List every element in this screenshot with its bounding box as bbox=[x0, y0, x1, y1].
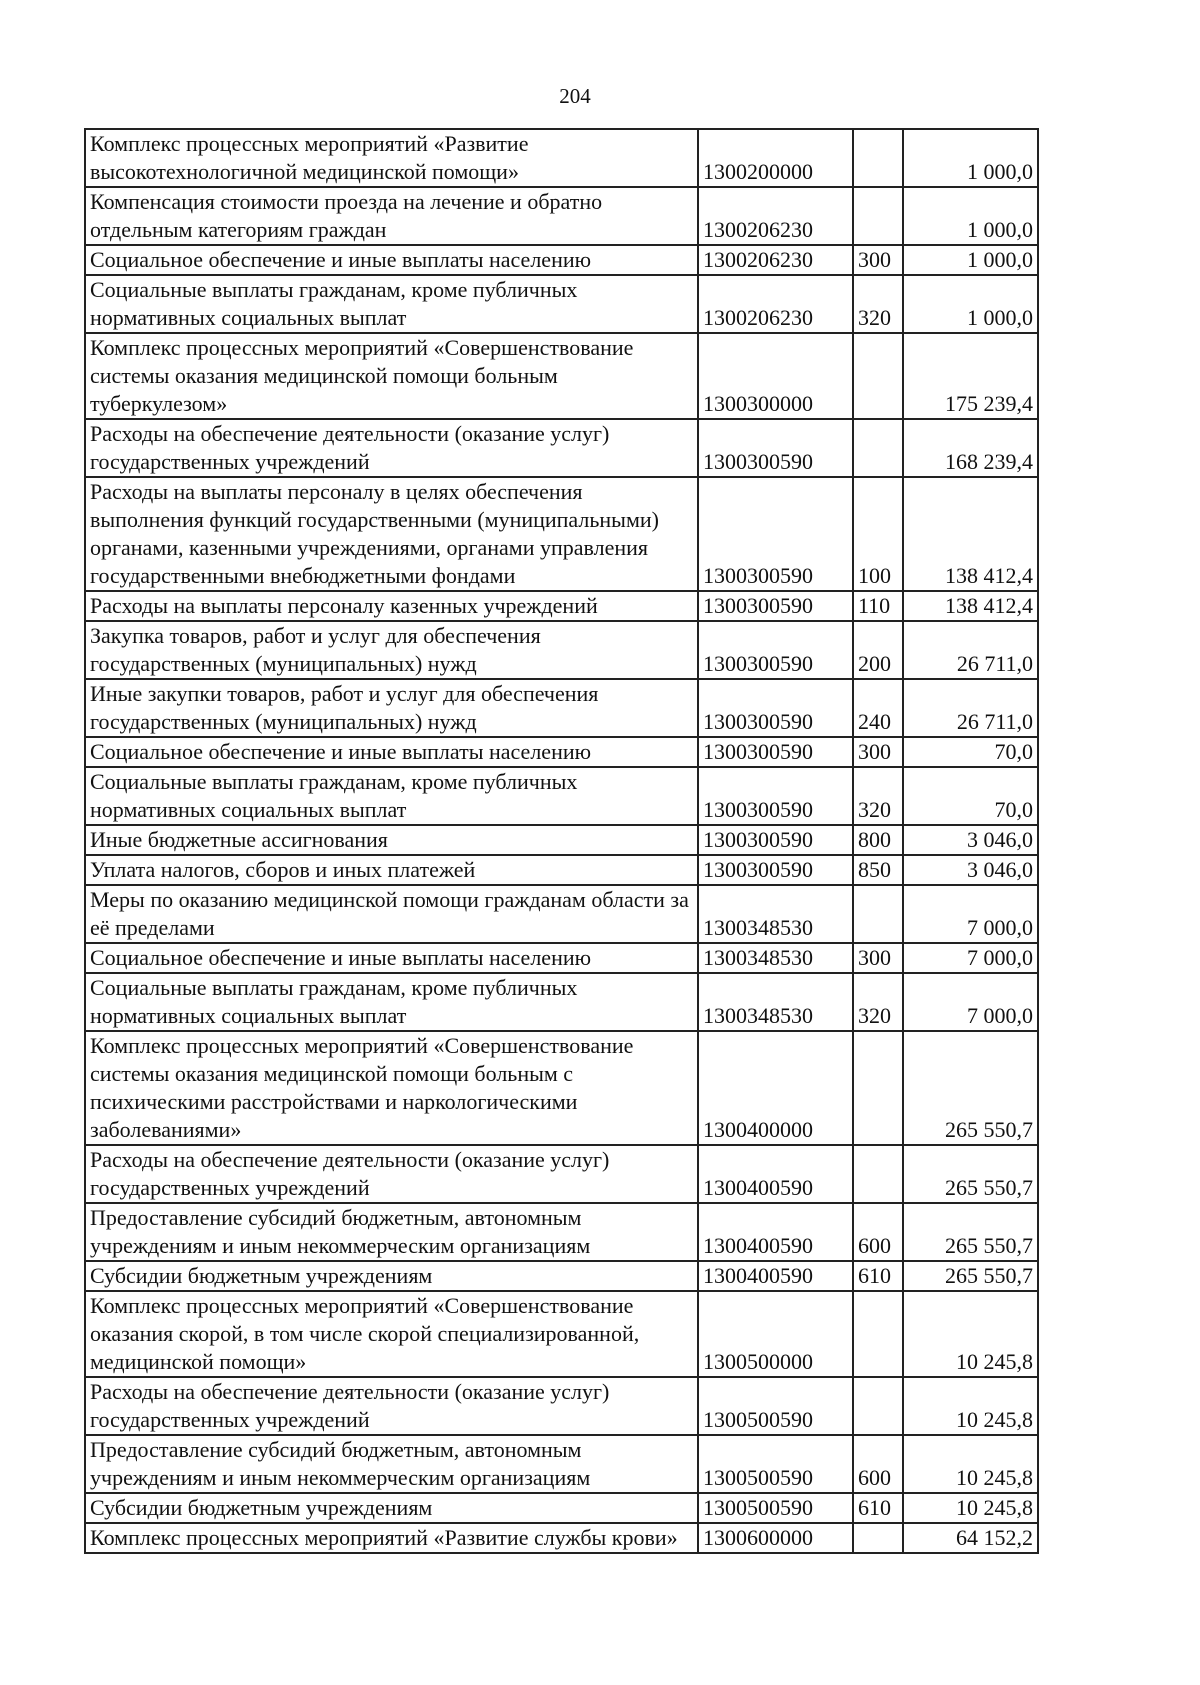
row-sum-cell: 70,0 bbox=[903, 767, 1038, 825]
table-row bbox=[85, 737, 1038, 767]
row-sum-cell: 7 000,0 bbox=[903, 943, 1038, 973]
table-row bbox=[85, 767, 1038, 825]
row-type-cell: 240 bbox=[853, 679, 903, 737]
row-code-cell: 1300200000 bbox=[698, 129, 853, 187]
row-sum-cell: 1 000,0 bbox=[903, 275, 1038, 333]
row-sum-cell: 64 152,2 bbox=[903, 1523, 1038, 1553]
row-code-cell: 1300300590 bbox=[698, 419, 853, 477]
row-name-cell: Социальное обеспечение и иные выплаты населению bbox=[85, 737, 698, 767]
row-code-cell: 1300300590 bbox=[698, 855, 853, 885]
row-type-cell: 600 bbox=[853, 1203, 903, 1261]
row-name-cell: Меры по оказанию медицинской помощи гражданам области за её пределами bbox=[85, 885, 698, 943]
row-name-cell: Расходы на обеспечение деятельности (оказание услуг) государственных учреждений bbox=[85, 419, 698, 477]
row-sum-cell: 265 550,7 bbox=[903, 1261, 1038, 1291]
row-code-cell: 1300206230 bbox=[698, 245, 853, 275]
row-sum-cell: 26 711,0 bbox=[903, 621, 1038, 679]
row-sum-cell: 265 550,7 bbox=[903, 1203, 1038, 1261]
row-type-cell bbox=[853, 1523, 903, 1553]
row-sum-cell: 7 000,0 bbox=[903, 885, 1038, 943]
row-sum-cell: 265 550,7 bbox=[903, 1145, 1038, 1203]
row-type-cell: 100 bbox=[853, 477, 903, 591]
table-row bbox=[85, 973, 1038, 1031]
row-name-cell: Комплекс процессных мероприятий «Развитие высокотехнологичной медицинской помощи» bbox=[85, 129, 698, 187]
row-type-cell: 320 bbox=[853, 767, 903, 825]
row-code-cell: 1300500590 bbox=[698, 1493, 853, 1523]
table-row bbox=[85, 943, 1038, 973]
table-row bbox=[85, 187, 1038, 245]
row-name-cell: Предоставление субсидий бюджетным, автономным учреждениям и иным некоммерческим организациям bbox=[85, 1435, 698, 1493]
row-name-cell: Социальные выплаты гражданам, кроме публичных нормативных социальных выплат bbox=[85, 767, 698, 825]
table-row bbox=[85, 1523, 1038, 1553]
row-type-cell: 610 bbox=[853, 1261, 903, 1291]
row-code-cell: 1300500590 bbox=[698, 1435, 853, 1493]
row-code-cell: 1300348530 bbox=[698, 943, 853, 973]
row-type-cell: 110 bbox=[853, 591, 903, 621]
table-row bbox=[85, 129, 1038, 187]
row-sum-cell: 138 412,4 bbox=[903, 591, 1038, 621]
row-type-cell: 850 bbox=[853, 855, 903, 885]
table-row bbox=[85, 245, 1038, 275]
table-row bbox=[85, 1493, 1038, 1523]
row-sum-cell: 3 046,0 bbox=[903, 825, 1038, 855]
row-name-cell: Социальные выплаты гражданам, кроме публичных нормативных социальных выплат bbox=[85, 973, 698, 1031]
row-type-cell bbox=[853, 1145, 903, 1203]
row-code-cell: 1300348530 bbox=[698, 973, 853, 1031]
row-code-cell: 1300400590 bbox=[698, 1145, 853, 1203]
row-type-cell: 300 bbox=[853, 245, 903, 275]
row-sum-cell: 10 245,8 bbox=[903, 1291, 1038, 1377]
row-type-cell bbox=[853, 333, 903, 419]
row-type-cell bbox=[853, 1377, 903, 1435]
table-row bbox=[85, 621, 1038, 679]
row-type-cell bbox=[853, 885, 903, 943]
row-sum-cell: 175 239,4 bbox=[903, 333, 1038, 419]
row-name-cell: Компенсация стоимости проезда на лечение и обратно отдельным категориям граждан bbox=[85, 187, 698, 245]
row-type-cell: 320 bbox=[853, 973, 903, 1031]
page-number: 204 bbox=[559, 84, 591, 108]
row-name-cell: Комплекс процессных мероприятий «Совершенствование системы оказания медицинской помощи больным туберкулезом» bbox=[85, 333, 698, 419]
row-sum-cell: 26 711,0 bbox=[903, 679, 1038, 737]
row-sum-cell: 265 550,7 bbox=[903, 1031, 1038, 1145]
row-code-cell: 1300300590 bbox=[698, 591, 853, 621]
row-code-cell: 1300400000 bbox=[698, 1031, 853, 1145]
row-name-cell: Иные закупки товаров, работ и услуг для обеспечения государственных (муниципальных) нужд bbox=[85, 679, 698, 737]
row-type-cell: 300 bbox=[853, 737, 903, 767]
row-name-cell: Социальное обеспечение и иные выплаты населению bbox=[85, 943, 698, 973]
row-sum-cell: 168 239,4 bbox=[903, 419, 1038, 477]
row-type-cell: 200 bbox=[853, 621, 903, 679]
table-row bbox=[85, 885, 1038, 943]
row-code-cell: 1300206230 bbox=[698, 187, 853, 245]
row-sum-cell: 3 046,0 bbox=[903, 855, 1038, 885]
budget-table bbox=[84, 128, 1039, 1554]
table-row bbox=[85, 1261, 1038, 1291]
row-type-cell: 600 bbox=[853, 1435, 903, 1493]
row-code-cell: 1300300590 bbox=[698, 679, 853, 737]
row-name-cell: Расходы на выплаты персоналу казенных учреждений bbox=[85, 591, 698, 621]
row-type-cell: 320 bbox=[853, 275, 903, 333]
row-code-cell: 1300300590 bbox=[698, 825, 853, 855]
row-sum-cell: 10 245,8 bbox=[903, 1493, 1038, 1523]
row-code-cell: 1300400590 bbox=[698, 1203, 853, 1261]
row-code-cell: 1300206230 bbox=[698, 275, 853, 333]
row-name-cell: Расходы на обеспечение деятельности (оказание услуг) государственных учреждений bbox=[85, 1377, 698, 1435]
table-row bbox=[85, 419, 1038, 477]
table-row bbox=[85, 591, 1038, 621]
row-code-cell: 1300600000 bbox=[698, 1523, 853, 1553]
row-name-cell: Предоставление субсидий бюджетным, автономным учреждениям и иным некоммерческим организациям bbox=[85, 1203, 698, 1261]
table-row bbox=[85, 275, 1038, 333]
row-type-cell bbox=[853, 419, 903, 477]
row-type-cell bbox=[853, 129, 903, 187]
row-code-cell: 1300300590 bbox=[698, 767, 853, 825]
table-row bbox=[85, 855, 1038, 885]
row-type-cell bbox=[853, 187, 903, 245]
row-name-cell: Уплата налогов, сборов и иных платежей bbox=[85, 855, 698, 885]
row-type-cell: 800 bbox=[853, 825, 903, 855]
row-sum-cell: 7 000,0 bbox=[903, 973, 1038, 1031]
table-row bbox=[85, 1145, 1038, 1203]
table-row bbox=[85, 1435, 1038, 1493]
table-row bbox=[85, 1203, 1038, 1261]
row-sum-cell: 10 245,8 bbox=[903, 1435, 1038, 1493]
table-row bbox=[85, 825, 1038, 855]
row-name-cell: Субсидии бюджетным учреждениям bbox=[85, 1493, 698, 1523]
row-code-cell: 1300300590 bbox=[698, 737, 853, 767]
row-sum-cell: 10 245,8 bbox=[903, 1377, 1038, 1435]
row-name-cell: Расходы на обеспечение деятельности (оказание услуг) государственных учреждений bbox=[85, 1145, 698, 1203]
table-row bbox=[85, 333, 1038, 419]
row-code-cell: 1300348530 bbox=[698, 885, 853, 943]
row-code-cell: 1300300590 bbox=[698, 621, 853, 679]
row-name-cell: Иные бюджетные ассигнования bbox=[85, 825, 698, 855]
table-row bbox=[85, 1291, 1038, 1377]
row-sum-cell: 1 000,0 bbox=[903, 129, 1038, 187]
row-name-cell: Закупка товаров, работ и услуг для обеспечения государственных (муниципальных) нужд bbox=[85, 621, 698, 679]
row-sum-cell: 1 000,0 bbox=[903, 245, 1038, 275]
row-sum-cell: 138 412,4 bbox=[903, 477, 1038, 591]
row-code-cell: 1300400590 bbox=[698, 1261, 853, 1291]
row-type-cell bbox=[853, 1031, 903, 1145]
table-row bbox=[85, 477, 1038, 591]
row-sum-cell: 1 000,0 bbox=[903, 187, 1038, 245]
row-code-cell: 1300300000 bbox=[698, 333, 853, 419]
budget-table-body bbox=[85, 129, 1038, 1553]
table-row bbox=[85, 1031, 1038, 1145]
row-name-cell: Социальные выплаты гражданам, кроме публичных нормативных социальных выплат bbox=[85, 275, 698, 333]
row-sum-cell: 70,0 bbox=[903, 737, 1038, 767]
row-type-cell bbox=[853, 1291, 903, 1377]
row-code-cell: 1300300590 bbox=[698, 477, 853, 591]
table-row bbox=[85, 1377, 1038, 1435]
row-name-cell: Социальное обеспечение и иные выплаты населению bbox=[85, 245, 698, 275]
row-type-cell: 300 bbox=[853, 943, 903, 973]
row-name-cell: Комплекс процессных мероприятий «Совершенствование оказания скорой, в том числе скорой специализированной, медицинской помощи» bbox=[85, 1291, 698, 1377]
row-name-cell: Субсидии бюджетным учреждениям bbox=[85, 1261, 698, 1291]
row-code-cell: 1300500000 bbox=[698, 1291, 853, 1377]
row-name-cell: Комплекс процессных мероприятий «Развитие службы крови» bbox=[85, 1523, 698, 1553]
table-row bbox=[85, 679, 1038, 737]
row-code-cell: 1300500590 bbox=[698, 1377, 853, 1435]
row-name-cell: Комплекс процессных мероприятий «Совершенствование системы оказания медицинской помощи больным с психическими расстройствами и наркологическими заболеваниями» bbox=[85, 1031, 698, 1145]
row-name-cell: Расходы на выплаты персоналу в целях обеспечения выполнения функций государственными (муниципальными) органами, казенными учреждениями, органами управления государственными внебюджетными фондами bbox=[85, 477, 698, 591]
row-type-cell: 610 bbox=[853, 1493, 903, 1523]
